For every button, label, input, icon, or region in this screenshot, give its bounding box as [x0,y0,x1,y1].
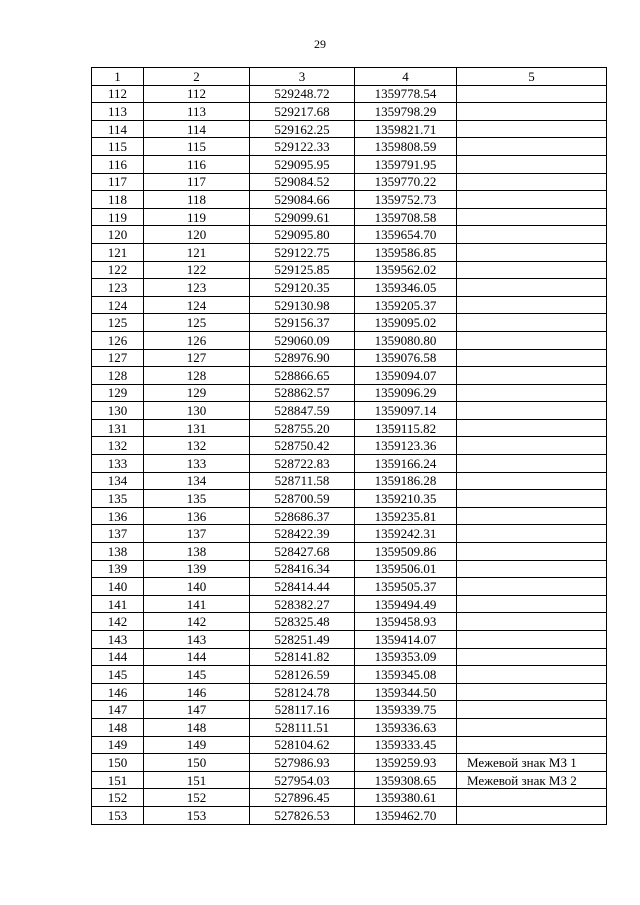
cell-coordinate-x: 529217.68 [250,103,355,121]
column-header-1: 1 [92,68,144,86]
cell-note [457,349,607,367]
cell-note [457,736,607,754]
cell-point-number: 141 [92,595,144,613]
table-row [92,349,607,367]
cell-coordinate-x: 529084.66 [250,191,355,209]
table-row [92,455,607,473]
cell-coordinate-y: 1359770.22 [355,173,457,191]
cell-coordinate-y: 1359791.95 [355,155,457,173]
cell-sequence-number: 117 [144,173,250,191]
cell-sequence-number: 139 [144,560,250,578]
table-row [92,560,607,578]
cell-coordinate-y: 1359333.45 [355,736,457,754]
cell-sequence-number: 144 [144,648,250,666]
cell-point-number: 148 [92,718,144,736]
cell-coordinate-x: 529120.35 [250,279,355,297]
table-row [92,736,607,754]
cell-point-number: 114 [92,120,144,138]
cell-coordinate-y: 1359345.08 [355,666,457,684]
table-row [92,226,607,244]
cell-sequence-number: 128 [144,367,250,385]
cell-coordinate-x: 529122.33 [250,138,355,156]
cell-point-number: 116 [92,155,144,173]
page-number: 29 [314,37,326,51]
cell-sequence-number: 145 [144,666,250,684]
cell-coordinate-x: 528847.59 [250,402,355,420]
cell-coordinate-x: 528414.44 [250,578,355,596]
cell-coordinate-x: 529099.61 [250,208,355,226]
cell-coordinate-x: 528755.20 [250,419,355,437]
cell-coordinate-y: 1359798.29 [355,103,457,121]
cell-note [457,173,607,191]
cell-point-number: 150 [92,754,144,772]
cell-coordinate-x: 529125.85 [250,261,355,279]
cell-point-number: 132 [92,437,144,455]
cell-sequence-number: 123 [144,279,250,297]
cell-note [457,718,607,736]
cell-sequence-number: 142 [144,613,250,631]
table-header-row [92,68,607,86]
cell-coordinate-y: 1359708.58 [355,208,457,226]
cell-point-number: 140 [92,578,144,596]
cell-coordinate-x: 529162.25 [250,120,355,138]
cell-sequence-number: 131 [144,419,250,437]
table-row [92,666,607,684]
table-row [92,771,607,789]
cell-point-number: 113 [92,103,144,121]
cell-coordinate-y: 1359494.49 [355,595,457,613]
cell-coordinate-y: 1359076.58 [355,349,457,367]
cell-note [457,543,607,561]
cell-point-number: 124 [92,296,144,314]
cell-coordinate-x: 528862.57 [250,384,355,402]
cell-coordinate-y: 1359080.80 [355,331,457,349]
cell-coordinate-y: 1359235.81 [355,507,457,525]
cell-coordinate-y: 1359586.85 [355,243,457,261]
cell-coordinate-x: 528117.16 [250,701,355,719]
table-row [92,120,607,138]
cell-coordinate-y: 1359505.37 [355,578,457,596]
cell-coordinate-y: 1359562.02 [355,261,457,279]
cell-sequence-number: 135 [144,490,250,508]
cell-sequence-number: 150 [144,754,250,772]
cell-coordinate-x: 529084.52 [250,173,355,191]
cell-point-number: 138 [92,543,144,561]
cell-note [457,560,607,578]
cell-sequence-number: 147 [144,701,250,719]
coordinates-table [91,67,607,825]
cell-sequence-number: 116 [144,155,250,173]
cell-note [457,806,607,824]
cell-sequence-number: 136 [144,507,250,525]
cell-coordinate-y: 1359186.28 [355,472,457,490]
cell-coordinate-x: 528251.49 [250,631,355,649]
cell-coordinate-y: 1359094.07 [355,367,457,385]
table-row [92,789,607,807]
cell-note [457,472,607,490]
cell-note [457,155,607,173]
column-header-4: 4 [355,68,457,86]
cell-point-number: 119 [92,208,144,226]
cell-note [457,226,607,244]
column-header-5: 5 [457,68,607,86]
table-row [92,367,607,385]
cell-note [457,103,607,121]
cell-sequence-number: 148 [144,718,250,736]
cell-coordinate-y: 1359654.70 [355,226,457,244]
cell-coordinate-x: 529156.37 [250,314,355,332]
cell-coordinate-x: 528686.37 [250,507,355,525]
cell-coordinate-x: 529095.95 [250,155,355,173]
cell-coordinate-x: 528422.39 [250,525,355,543]
cell-point-number: 121 [92,243,144,261]
cell-point-number: 142 [92,613,144,631]
cell-coordinate-y: 1359353.09 [355,648,457,666]
cell-point-number: 135 [92,490,144,508]
table-row [92,243,607,261]
cell-point-number: 133 [92,455,144,473]
cell-point-number: 144 [92,648,144,666]
cell-coordinate-y: 1359242.31 [355,525,457,543]
cell-coordinate-x: 528141.82 [250,648,355,666]
cell-coordinate-y: 1359123.36 [355,437,457,455]
table-row [92,806,607,824]
table-row [92,419,607,437]
cell-coordinate-y: 1359339.75 [355,701,457,719]
column-header-3: 3 [250,68,355,86]
cell-point-number: 151 [92,771,144,789]
cell-sequence-number: 138 [144,543,250,561]
cell-coordinate-x: 528104.62 [250,736,355,754]
cell-note [457,261,607,279]
cell-point-number: 129 [92,384,144,402]
table-row [92,103,607,121]
table-row [92,631,607,649]
table-row [92,402,607,420]
cell-note [457,419,607,437]
cell-note [457,507,607,525]
cell-coordinate-x: 527826.53 [250,806,355,824]
cell-coordinate-y: 1359414.07 [355,631,457,649]
cell-sequence-number: 151 [144,771,250,789]
cell-sequence-number: 120 [144,226,250,244]
cell-point-number: 143 [92,631,144,649]
cell-note [457,595,607,613]
cell-note [457,296,607,314]
cell-coordinate-y: 1359308.65 [355,771,457,789]
cell-sequence-number: 114 [144,120,250,138]
cell-coordinate-y: 1359380.61 [355,789,457,807]
cell-note [457,666,607,684]
cell-point-number: 136 [92,507,144,525]
cell-sequence-number: 112 [144,85,250,103]
cell-note [457,243,607,261]
cell-point-number: 120 [92,226,144,244]
cell-point-number: 130 [92,402,144,420]
cell-sequence-number: 134 [144,472,250,490]
cell-coordinate-y: 1359336.63 [355,718,457,736]
cell-note: Межевой знак МЗ 2 [457,771,607,789]
cell-note [457,367,607,385]
cell-coordinate-y: 1359205.37 [355,296,457,314]
cell-note [457,789,607,807]
table-row [92,261,607,279]
cell-coordinate-y: 1359778.54 [355,85,457,103]
cell-coordinate-x: 527896.45 [250,789,355,807]
cell-point-number: 126 [92,331,144,349]
cell-coordinate-y: 1359095.02 [355,314,457,332]
table-row [92,173,607,191]
cell-sequence-number: 153 [144,806,250,824]
cell-point-number: 149 [92,736,144,754]
cell-point-number: 152 [92,789,144,807]
cell-sequence-number: 127 [144,349,250,367]
cell-point-number: 153 [92,806,144,824]
cell-point-number: 145 [92,666,144,684]
table-row [92,613,607,631]
cell-coordinate-y: 1359509.86 [355,543,457,561]
cell-coordinate-x: 528722.83 [250,455,355,473]
column-header-2: 2 [144,68,250,86]
cell-point-number: 147 [92,701,144,719]
cell-sequence-number: 119 [144,208,250,226]
cell-point-number: 137 [92,525,144,543]
table-row [92,490,607,508]
cell-coordinate-x: 528382.27 [250,595,355,613]
table-row [92,155,607,173]
cell-point-number: 117 [92,173,144,191]
cell-coordinate-y: 1359096.29 [355,384,457,402]
cell-note [457,437,607,455]
cell-point-number: 125 [92,314,144,332]
cell-sequence-number: 129 [144,384,250,402]
cell-note [457,208,607,226]
cell-coordinate-y: 1359115.82 [355,419,457,437]
table-row [92,85,607,103]
table-row [92,138,607,156]
cell-note [457,120,607,138]
cell-note [457,191,607,209]
cell-sequence-number: 152 [144,789,250,807]
cell-coordinate-y: 1359344.50 [355,683,457,701]
cell-coordinate-x: 528325.48 [250,613,355,631]
cell-coordinate-y: 1359346.05 [355,279,457,297]
cell-note [457,683,607,701]
cell-note [457,578,607,596]
table-row [92,296,607,314]
cell-coordinate-x: 528126.59 [250,666,355,684]
cell-note [457,402,607,420]
cell-sequence-number: 118 [144,191,250,209]
cell-sequence-number: 125 [144,314,250,332]
cell-point-number: 128 [92,367,144,385]
cell-sequence-number: 141 [144,595,250,613]
table-row [92,683,607,701]
cell-note [457,490,607,508]
table-body [92,85,607,824]
cell-point-number: 122 [92,261,144,279]
cell-sequence-number: 124 [144,296,250,314]
cell-sequence-number: 126 [144,331,250,349]
cell-sequence-number: 113 [144,103,250,121]
cell-note [457,613,607,631]
cell-sequence-number: 137 [144,525,250,543]
cell-coordinate-y: 1359097.14 [355,402,457,420]
cell-coordinate-x: 529122.75 [250,243,355,261]
cell-sequence-number: 143 [144,631,250,649]
table-row [92,472,607,490]
cell-point-number: 146 [92,683,144,701]
cell-note [457,85,607,103]
cell-coordinate-x: 529060.09 [250,331,355,349]
cell-coordinate-x: 528111.51 [250,718,355,736]
cell-note [457,525,607,543]
cell-sequence-number: 146 [144,683,250,701]
cell-coordinate-y: 1359462.70 [355,806,457,824]
table-row [92,507,607,525]
table-row [92,525,607,543]
table-row [92,437,607,455]
table-row [92,331,607,349]
cell-coordinate-x: 527986.93 [250,754,355,772]
cell-point-number: 131 [92,419,144,437]
table-row [92,208,607,226]
cell-coordinate-y: 1359458.93 [355,613,457,631]
cell-sequence-number: 122 [144,261,250,279]
cell-coordinate-x: 528700.59 [250,490,355,508]
cell-sequence-number: 132 [144,437,250,455]
cell-coordinate-x: 529095.80 [250,226,355,244]
cell-point-number: 134 [92,472,144,490]
cell-coordinate-y: 1359210.35 [355,490,457,508]
cell-coordinate-x: 528866.65 [250,367,355,385]
table-row [92,718,607,736]
cell-coordinate-x: 528711.58 [250,472,355,490]
cell-coordinate-x: 528750.42 [250,437,355,455]
cell-note [457,701,607,719]
table-row [92,595,607,613]
cell-note [457,631,607,649]
table-row [92,384,607,402]
table-row [92,314,607,332]
cell-note [457,279,607,297]
table-row [92,578,607,596]
cell-point-number: 112 [92,85,144,103]
cell-note [457,314,607,332]
cell-sequence-number: 115 [144,138,250,156]
cell-coordinate-x: 527954.03 [250,771,355,789]
cell-point-number: 127 [92,349,144,367]
cell-coordinate-y: 1359166.24 [355,455,457,473]
cell-sequence-number: 130 [144,402,250,420]
cell-coordinate-y: 1359506.01 [355,560,457,578]
cell-coordinate-x: 528427.68 [250,543,355,561]
cell-note [457,138,607,156]
cell-point-number: 123 [92,279,144,297]
cell-point-number: 139 [92,560,144,578]
cell-coordinate-x: 529248.72 [250,85,355,103]
cell-note [457,331,607,349]
cell-point-number: 115 [92,138,144,156]
table-row [92,701,607,719]
cell-sequence-number: 149 [144,736,250,754]
cell-coordinate-y: 1359259.93 [355,754,457,772]
cell-point-number: 118 [92,191,144,209]
cell-coordinate-x: 528124.78 [250,683,355,701]
table-row [92,648,607,666]
cell-coordinate-y: 1359752.73 [355,191,457,209]
cell-coordinate-x: 528976.90 [250,349,355,367]
cell-coordinate-x: 528416.34 [250,560,355,578]
table-row [92,279,607,297]
cell-coordinate-y: 1359808.59 [355,138,457,156]
cell-note: Межевой знак МЗ 1 [457,754,607,772]
cell-sequence-number: 140 [144,578,250,596]
cell-coordinate-y: 1359821.71 [355,120,457,138]
cell-note [457,648,607,666]
cell-coordinate-x: 529130.98 [250,296,355,314]
table-row [92,191,607,209]
table-row [92,754,607,772]
cell-note [457,455,607,473]
table-row [92,543,607,561]
cell-note [457,384,607,402]
cell-sequence-number: 121 [144,243,250,261]
cell-sequence-number: 133 [144,455,250,473]
